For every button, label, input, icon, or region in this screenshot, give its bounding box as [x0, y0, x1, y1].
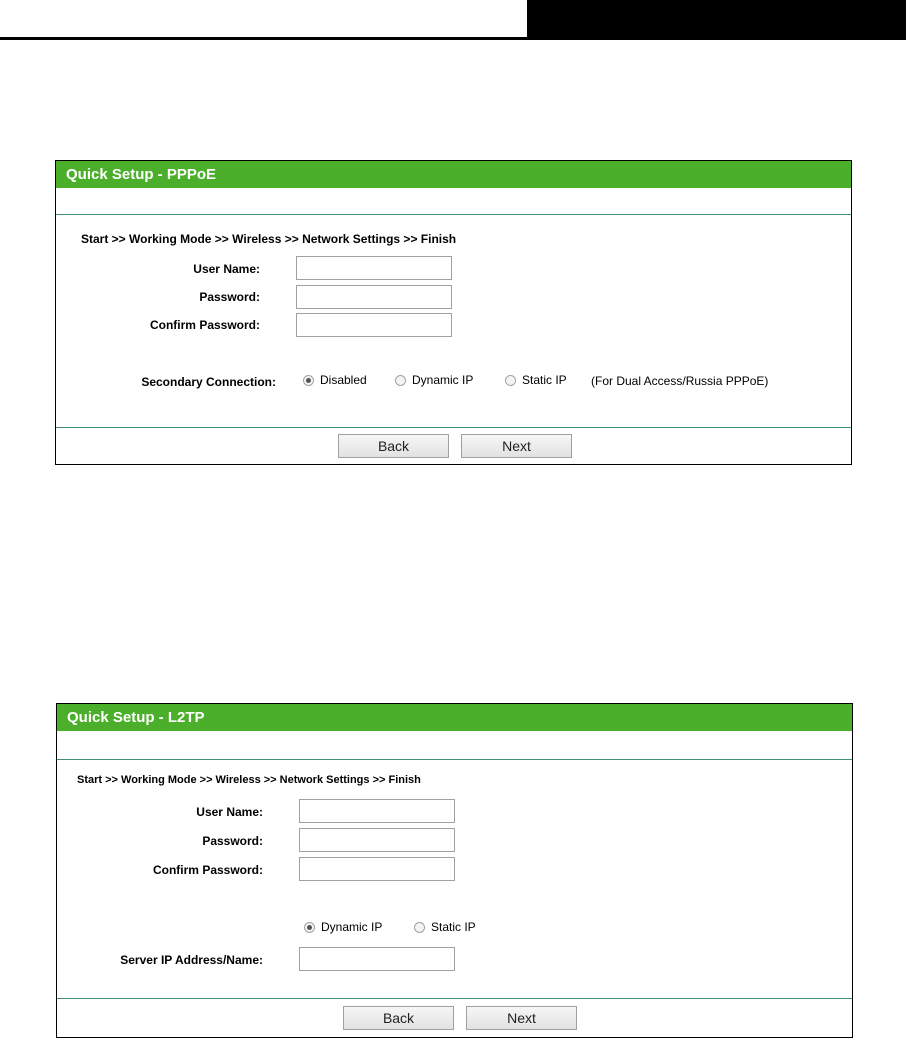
- radio-dynamic-ip-circle[interactable]: [395, 375, 406, 386]
- radio-dynamic-ip[interactable]: [395, 373, 473, 387]
- radio-static-ip-label: Static IP: [431, 920, 476, 934]
- breadcrumb: Start >> Working Mode >> Wireless >> Network Settings >> Finish: [77, 774, 421, 786]
- radio-dynamic-ip-circle[interactable]: [304, 922, 315, 933]
- radio-static-ip[interactable]: [414, 920, 476, 934]
- dual-access-note: (For Dual Access/Russia PPPoE): [591, 374, 769, 388]
- server-ip-label: Server IP Address/Name:: [120, 953, 263, 967]
- server-ip-input[interactable]: [299, 947, 455, 971]
- radio-disabled[interactable]: [303, 373, 367, 387]
- confirm-password-label: Confirm Password:: [149, 318, 260, 332]
- panel-title: Quick Setup - PPPoE: [56, 161, 851, 188]
- user-name-label: User Name:: [196, 805, 263, 819]
- radio-static-ip-circle[interactable]: [505, 375, 516, 386]
- user-name-input[interactable]: [299, 799, 455, 823]
- confirm-password-input[interactable]: [299, 857, 455, 881]
- password-label: Password:: [202, 834, 263, 848]
- user-name-input[interactable]: [296, 256, 452, 280]
- back-button[interactable]: Back: [338, 434, 449, 458]
- next-button[interactable]: Next: [466, 1006, 577, 1030]
- panel-subheader-strip: [56, 188, 851, 215]
- radio-selected-dot: [307, 925, 312, 930]
- radio-selected-dot: [306, 378, 311, 383]
- breadcrumb: Start >> Working Mode >> Wireless >> Network Settings >> Finish: [81, 232, 457, 246]
- page-header-rule: [0, 37, 527, 40]
- password-input[interactable]: [296, 285, 452, 309]
- footer-divider: [56, 427, 851, 428]
- radio-static-ip[interactable]: [505, 373, 567, 387]
- radio-static-ip-circle[interactable]: [414, 922, 425, 933]
- confirm-password-input[interactable]: [296, 313, 452, 337]
- radio-dynamic-ip[interactable]: [304, 920, 382, 934]
- radio-dynamic-ip-label: Dynamic IP: [412, 373, 474, 387]
- radio-disabled-label: Disabled: [320, 373, 367, 387]
- radio-dynamic-ip-label: Dynamic IP: [321, 920, 383, 934]
- secondary-connection-label: Secondary Connection:: [141, 375, 276, 389]
- password-label: Password:: [199, 290, 260, 304]
- password-input[interactable]: [299, 828, 455, 852]
- panel-subheader-strip: [57, 731, 852, 760]
- confirm-password-label: Confirm Password:: [152, 863, 263, 877]
- pppoe-panel: [55, 160, 852, 465]
- panel-title: Quick Setup - L2TP: [57, 704, 852, 731]
- page-header-block: [527, 0, 906, 40]
- next-button[interactable]: Next: [461, 434, 572, 458]
- user-name-label: User Name:: [193, 262, 260, 276]
- l2tp-panel: [56, 703, 853, 1038]
- back-button[interactable]: Back: [343, 1006, 454, 1030]
- radio-disabled-circle[interactable]: [303, 375, 314, 386]
- footer-divider: [57, 998, 852, 999]
- radio-static-ip-label: Static IP: [522, 373, 567, 387]
